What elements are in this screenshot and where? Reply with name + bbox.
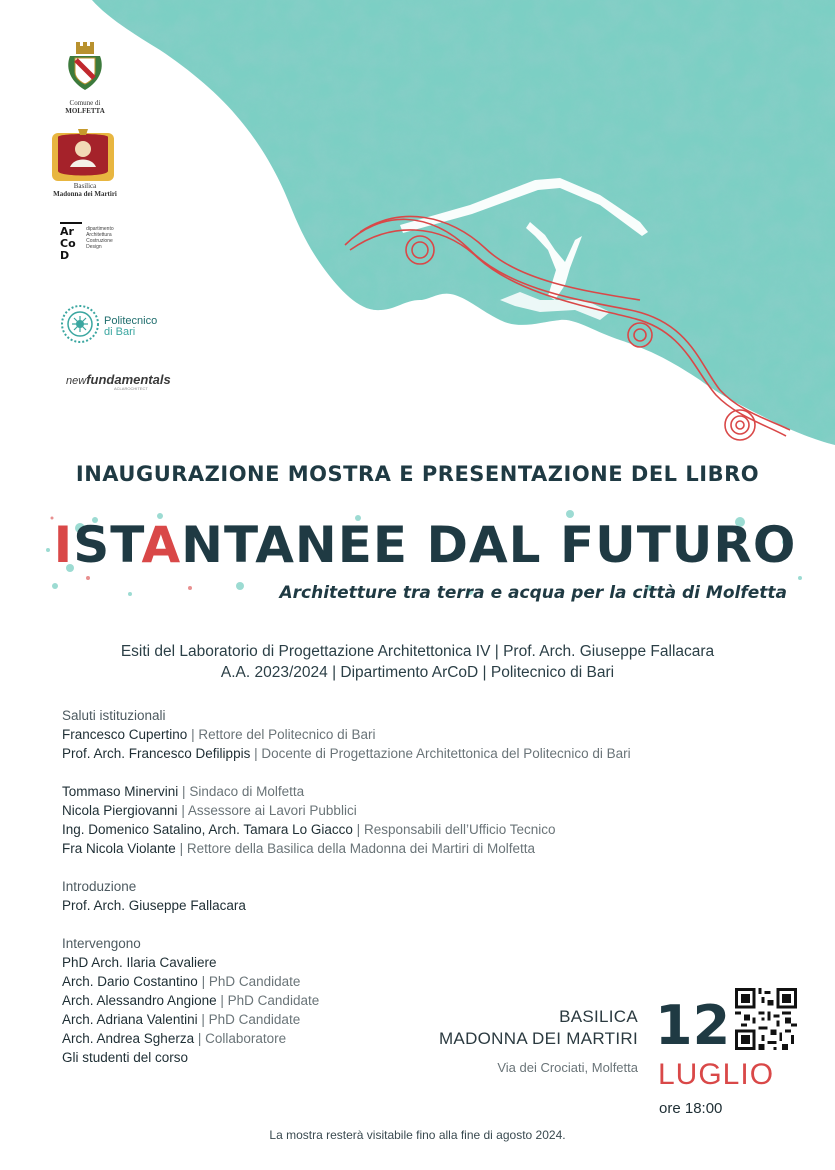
- book-title: ISTANTANEE DAL FUTURO: [53, 516, 797, 574]
- intro-heading: Introduzione: [62, 879, 137, 894]
- sea-texture: [92, 0, 835, 445]
- qr-code-icon[interactable]: [735, 988, 797, 1050]
- program-line: Prof. Arch. Giuseppe Fallacara: [62, 898, 246, 913]
- program-line: Nicola Piergiovanni | Assessore ai Lavori Pubblici: [62, 803, 357, 818]
- molfetta-caption: Comune di MOLFETTA: [65, 99, 105, 115]
- event-kicker: INAUGURAZIONE MOSTRA E PRESENTAZIONE DEL LIBRO: [75, 462, 760, 486]
- molfetta-crest-icon: [64, 42, 106, 92]
- basilica-emblem-icon: [50, 127, 116, 183]
- comune-molfetta-logo: [60, 42, 110, 115]
- event-time: ore 18:00: [659, 1100, 723, 1117]
- program-line: Gli studenti del corso: [62, 1050, 189, 1065]
- laboratory-info: Esiti del Laboratorio di Progettazione Architettonica IV | Prof. Arch. Giuseppe Fallacara A.A. 2023/2024 | Dipartimento ArCoD | Politecnico di Bari: [120, 643, 715, 681]
- venue-name-line2: MADONNA DEI MARTIRI: [438, 1029, 638, 1048]
- politecnico-seal-icon: [60, 304, 100, 344]
- arcod-logo: [60, 222, 140, 262]
- interventi-heading: Intervengono: [62, 936, 141, 951]
- venue-block: [420, 1006, 638, 1075]
- venue-name-line1: BASILICA: [559, 1007, 638, 1026]
- program-line: Francesco Cupertino | Rettore del Politecnico di Bari: [62, 727, 376, 742]
- program-line: Tommaso Minervini | Sindaco di Molfetta: [62, 784, 305, 799]
- politecnico-wordmark: Politecnico di Bari: [104, 315, 158, 338]
- exhibition-note: La mostra resterà visitabile fino alla fine di agosto 2024.: [269, 1128, 566, 1142]
- program-line: Ing. Domenico Satalino, Arch. Tamara Lo Giacco | Responsabili dell’Ufficio Tecnico: [62, 822, 556, 837]
- venue-address: Via dei Crociati, Molfetta: [497, 1060, 638, 1075]
- program-line: Arch. Alessandro Angione | PhD Candidate: [62, 993, 320, 1008]
- program-line: PhD Arch. Ilaria Cavaliere: [62, 955, 217, 970]
- arcod-department-lines: dipartimento Architettura Costruzione Design: [86, 226, 114, 250]
- arcod-mark: Ar Co D: [60, 225, 76, 262]
- saluti-heading: Saluti istituzionali: [62, 708, 166, 723]
- program-line: Arch. Andrea Sgherza | Collaboratore: [62, 1031, 287, 1046]
- new-fundamentals-logo: newfundamentals ACLAROCHITECT: [66, 372, 171, 391]
- basilica-caption: Basilica Madonna dei Martiri: [53, 182, 117, 198]
- event-month: LUGLIO: [658, 1058, 775, 1091]
- politecnico-bari-logo: [60, 304, 170, 349]
- program-line: Prof. Arch. Francesco Defilippis | Docente di Progettazione Architettonica del Politecnico di Bari: [62, 746, 631, 761]
- program-line: Arch. Adriana Valentini | PhD Candidate: [62, 1012, 301, 1027]
- program-line: Arch. Dario Costantino | PhD Candidate: [62, 974, 301, 989]
- book-subtitle: Architetture tra terra e acqua per la città di Molfetta: [279, 583, 787, 603]
- program-line: Fra Nicola Violante | Rettore della Basilica della Madonna dei Martiri di Molfetta: [62, 841, 536, 856]
- event-day: 12: [655, 994, 731, 1057]
- basilica-logo: [50, 127, 120, 198]
